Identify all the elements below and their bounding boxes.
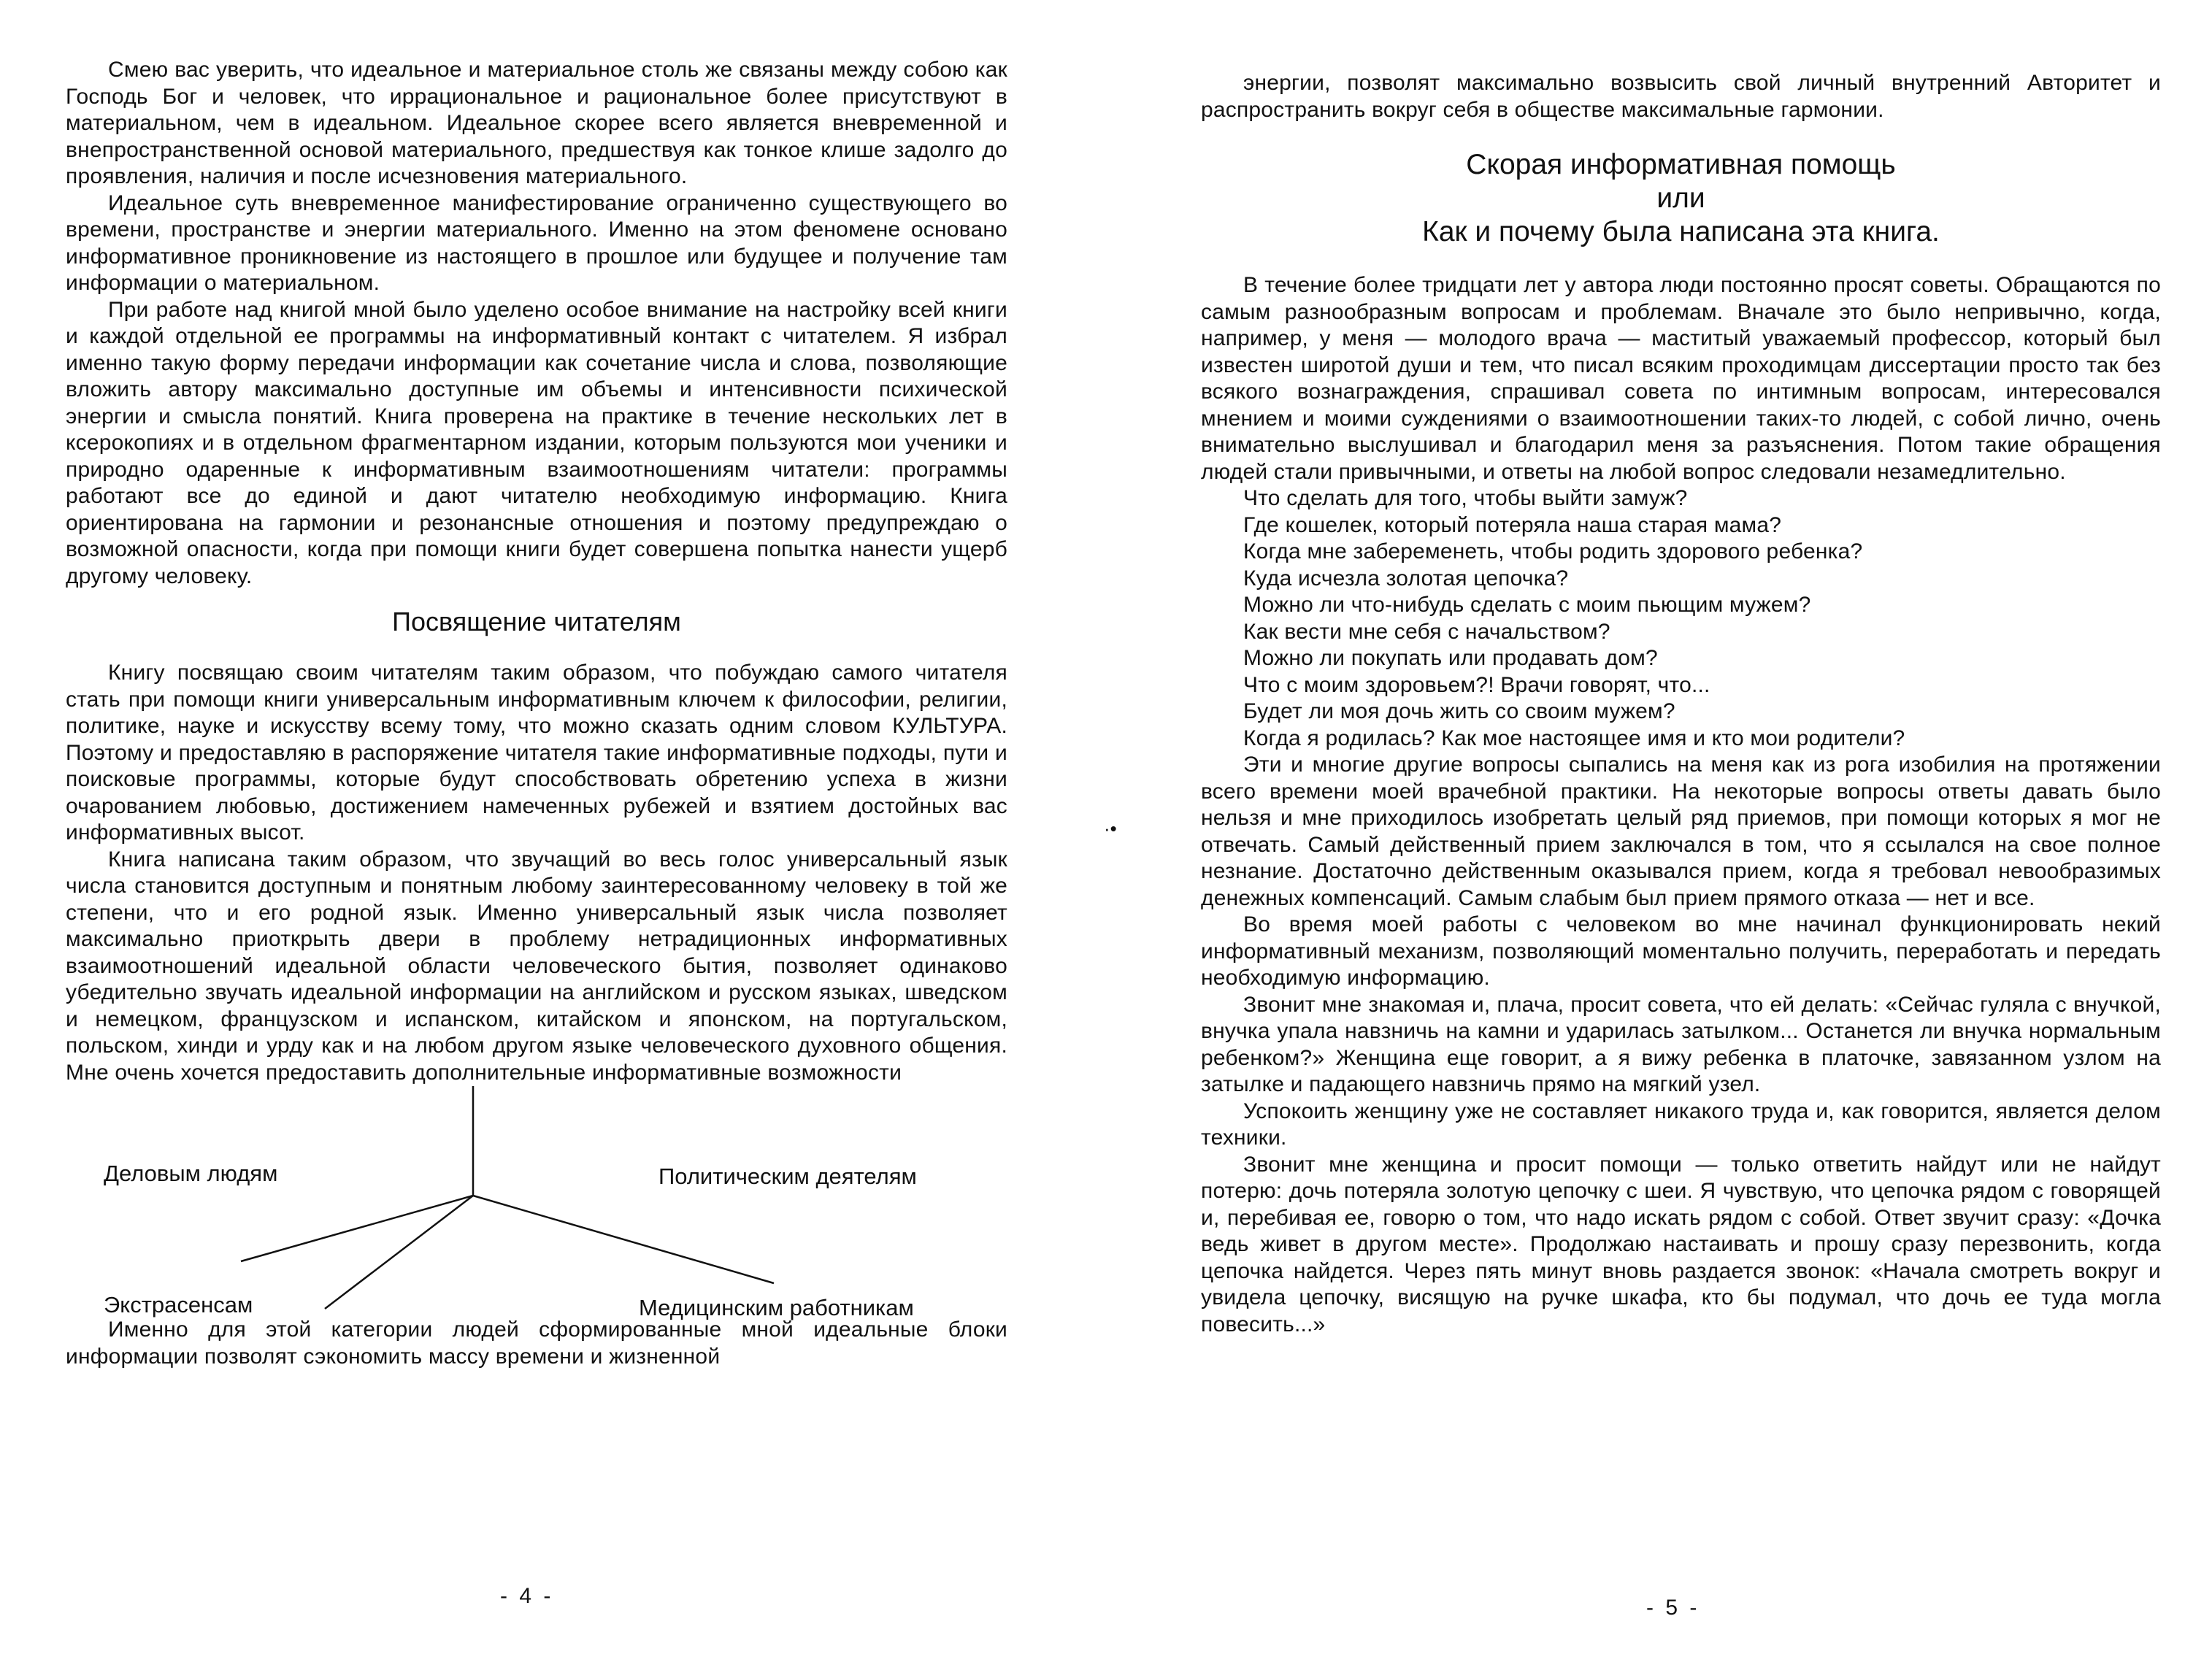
paragraph: При работе над книгой мной было уделено особое внимание на настройку всей книги и каждой отдельной ее программы на информативный контакт с читателем. Я избрал именно такую форму передачи информации как сочетание числа и слова, позволяющие вложить автору максимально доступные им объемы и интенсивности психической энергии и смысла понятий. Книга проверена на практике в течение нескольких лет в ксерокопиях и в отдельном фрагментарном издании, которым пользуются мои ученики и природно одаренные к информативным взаимоотношениям читатели: программы работают все до единой и дают читателю необходимую информацию. Книга ориентирована на гармонии и резонансные отношения и поэтому предупреждаю о возможной опасности, когда при помощи книги будет совершена попытка нанести ущерб другому человеку. <box>66 297 1007 588</box>
left-text-column <box>66 57 1007 1370</box>
heading-line: Скорая информативная помощь <box>1466 149 1896 180</box>
paragraph: Смею вас уверить, что идеальное и материальное столь же связаны между собою как Господь Бог и человек, что иррациональное и рациональное более присутствуют в материальном, чем в идеальном. Идеальное скорее всего является вневременной и внепространственной основой материального, предшествуя как тонкое клише задолго до проявления, наличия и после исчезновения материального. <box>66 58 1007 188</box>
paragraph: энергии, позволят максимально возвысить свой личный внутренний Авторитет и распространить вокруг себя в обществе максимальные гармонии. <box>1201 71 2161 122</box>
diagram-label-medical: Медицинским работникам <box>639 1295 914 1320</box>
paragraph: Эти и многие другие вопросы сыпались на меня как из рога изобилия на протяжении всего времени моей врачебной практики. На некоторые вопросы ответы давать было нельзя и мне приходилось изобретать целый ряд приемов, при помощи которых я мог не отвечать. Самый действенный прием заключался в том, что я ссылался на свое полное незнание. Достаточно действенным оказывался прием, когда я требовал невообразимых денежных компенсаций. Самым слабым был прием прямого отказа — нет и все. <box>1201 753 2161 910</box>
scan-speck: ·• <box>1104 818 1117 839</box>
paragraph: Во время моей работы с человеком во мне начинал функционировать некий информативный механизм, позволяющий моментально получить, переработать и передать необходимую информацию. <box>1201 912 2161 990</box>
page-number: - 4 - <box>500 1584 554 1608</box>
question-line: Будет ли моя дочь жить со своим мужем? <box>1243 699 1675 723</box>
paragraph: Звонит мне женщина и просит помощи — только ответить найдут или не найдут потерю: дочь потеряла золотую цепочку с шеи. Я чувствую, что цепочка рядом с говорящей и, перебивая ее, говорю о том, что надо искать рядом с собой. Ответ звучит сразу: «Дочка ведь живет в другом месте». Продолжаю настаивать и прошу сразу перезвонить, когда цепочка найдется. Через пять минут вновь раздается звонок: «Начала смотреть вокруг и увидела цепочку, висящую на ручке шкафа, кто бы подумал, что дочь ее туда могла повесить...» <box>1201 1152 2161 1336</box>
question-line: Что сделать для того, чтобы выйти замуж? <box>1243 486 1688 510</box>
diagram-label-psychics: Экстрасенсам <box>104 1292 253 1318</box>
question-line: Можно ли покупать или продавать дом? <box>1243 646 1658 670</box>
question-line: Что с моим здоровьем?! Врачи говорят, что... <box>1243 672 1710 697</box>
heading-line: Как и почему была написана эта книга. <box>1422 216 1940 247</box>
diagram-line-left <box>241 1196 473 1261</box>
paragraph: Звонит мне знакомая и, плача, просит совета, что ей делать: «Сейчас гуляла с внучкой, внучка упала навзничь на камни и ударилась затылком... Останется ли внучка нормальным ребенком?» Женщина еще говорит, а я вижу ребенка в платочке, завязанном узлом на затылке и падающего навзничь прямо на мягкий узел. <box>1201 992 2161 1096</box>
paragraph: Идеальное суть вневременное манифестирование ограниченно существующего во времени, пространстве и энергии материального. Именно на этом феномене основано информативное проникновение из настоящего в прошлое или будущее и получение там информации о материальном. <box>66 191 1007 295</box>
question-line: Когда мне забеременеть, чтобы родить здорового ребенка? <box>1243 539 1863 563</box>
question-line: Как вести мне себя с начальством? <box>1243 619 1610 644</box>
diagram-line-right <box>473 1196 774 1283</box>
diagram-lines <box>66 1086 1007 1320</box>
question-line: Куда исчезла золотая цепочка? <box>1243 566 1569 591</box>
page-number: - 5 - <box>1646 1596 1700 1620</box>
question-line: Можно ли что-нибудь сделать с моим пьющим мужем? <box>1243 593 1811 617</box>
heading-line: или <box>1656 182 1705 214</box>
diagram-line-lower-left <box>325 1196 473 1309</box>
paragraph: Книгу посвящаю своим читателям таким образом, что побуждаю самого читателя стать при помощи книги универсальным информативным ключем к философии, религии, политике, науке и искусству всему тому, что можно сказать одним словом КУЛЬТУРА. Поэтому и предоставляю в распоряжение читателя такие информативные подходы, пути и поисковые программы, которые будут способствовать обретению успеха в жизни очарованием любовью, достижением намеченных рубежей и взятием достойных вас информативных высот. <box>66 661 1007 845</box>
paragraph: Именно для этой категории людей сформированные мной идеальные блоки информации позволят сэкономить массу времени и жизненной <box>66 1318 1007 1369</box>
diagram-label-business: Деловым людям <box>104 1161 278 1186</box>
paragraph: Книга написана таким образом, что звучащий во весь голос универсальный язык числа становится доступным и понятным любому заинтересованному человеку в той же степени, что и его родной язык. Именно универсальный язык числа позволяет максимально приоткрыть двери в проблему нетрадиционных информативных взаимоотношений идеальной области человеческого бытия, позволяет одинаково убедительно звучать идеальной информации на английском и русском языках, шведском и немецком, французском и испанском, китайском и японском, на португальском, польском, хинди и урду как и на любом другом языке человеческого духовного общения. Мне очень хочется предоставить дополнительные информативные возможности <box>66 847 1007 1085</box>
paragraph: В течение более тридцати лет у автора люди постоянно просят советы. Обращаются по самым разнообразным вопросам и проблемам. Вначале это было непривычно, когда, например, у меня — молодого врача — маститый уважаемый профессор, который был известен широтой души и тем, что писал всяким проходимцам диссертации просто так без всякого вознаграждения, спрашивал совета по интимным вопросам, интересовался мнением и моими суждениями о взаимоотношении таких-то людей, с собой лично, очень внимательно выслушивал и благодарил меня за разъяснения. Потом такие обращения людей стали привычными, и ответы на любой вопрос следовали незамедлительно. <box>1201 273 2161 484</box>
paragraph: Успокоить женщину уже не составляет никакого труда и, как говорится, является делом техники. <box>1201 1099 2161 1150</box>
section-heading-ambulance <box>1201 148 2161 249</box>
question-line: Где кошелек, который потеряла наша старая мама? <box>1243 512 1782 537</box>
right-page <box>1106 0 2212 1654</box>
diagram-label-politicians: Политическим деятелям <box>658 1163 917 1189</box>
audience-diagram <box>66 1086 1007 1320</box>
question-line: Когда я родилась? Как мое настоящее имя и кто мои родители? <box>1243 726 1905 750</box>
right-text-column <box>1201 70 2161 1338</box>
section-heading-dedication: Посвящение читателям <box>392 607 681 636</box>
